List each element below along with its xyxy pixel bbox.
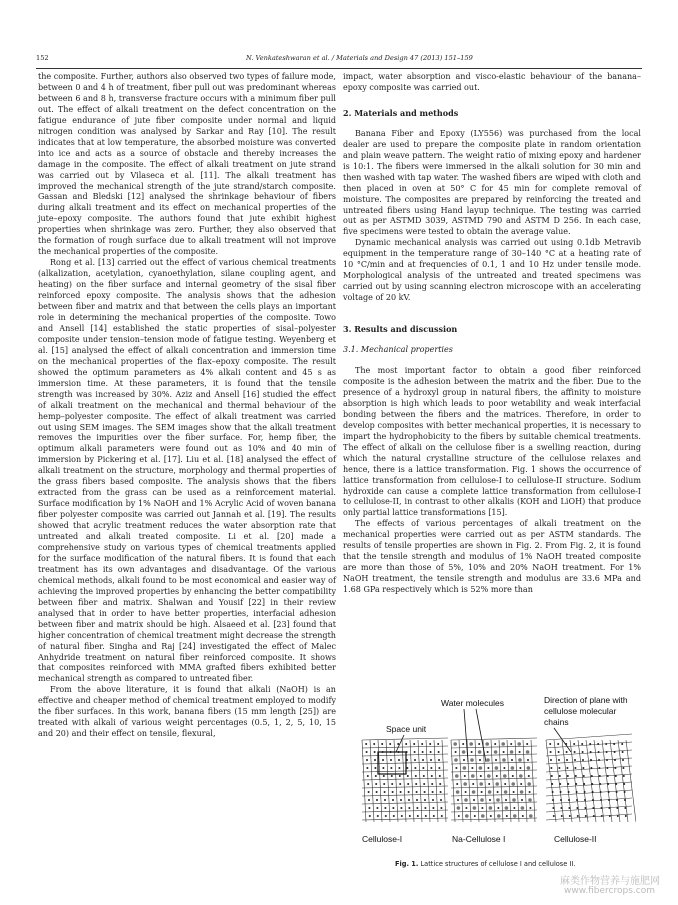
header-rule [36,68,642,69]
space-unit-pointer [396,735,404,752]
direction-label-line2: cellulose molecular [544,706,617,716]
running-header [36,54,636,66]
na-cellulose-label: Na-Cellulose I [452,834,506,844]
cellulose-ii-label: Cellulose-II [554,834,597,844]
running-title: N. Venkateshwaran et al. / Materials and Design 47 (2013) 151–159 [246,54,473,62]
figure-caption-text: Lattice structures of cellulose I and cellulose II. [420,860,576,868]
figure-caption-label: Fig. 1. [395,860,419,868]
lattice-structure-diagram [356,692,636,852]
body-paragraph: From the above literature, it is found that alkali (NaOH) is an effective and cheaper method of chemical treatment employed to modify the fiber surfaces. In this work, banana fibers (15 mm length [25]) are treated with alkali of various weight percentages (0.5, 1, 2, 5, 10, 15 and 20) and their effect on tensile, flexural, [38,685,336,739]
body-paragraph: The effects of various percentages of alkali treatment on the mechanical properties were carried out as per ASTM standards. The results of tensile properties are shown in Fig. 2. From Fig. 2, it is found that the tensile strength and modulus of 1% NaOH treated composite are more than those of 5%, 10% and 20% NaOH treatment. For 1% NaOH treatment, the tensile strength and modulus are 33.6 MPa and 1.68 GPa respectively which is 52% more than [343,519,641,595]
watermark-line1: 麻类作物营养与施肥网 [560,876,660,887]
page-number: 152 [36,54,49,62]
right-column [343,72,641,596]
left-column [38,72,336,740]
body-paragraph: Banana Fiber and Epoxy (LY556) was purchased from the local dealer are used to prepare the composite plate in random orientation and plain weave pattern. The weight ratio of mixing epoxy and hardener is 10:1. The fibers were immersed in the alkali solution for 30 min and then washed with tap water. The washed fibers are wiped with cloth and then placed in oven at 50° C for 45 min for complete removal of moisture. The composites are prepared by reinforcing the treated and untreated fibers using Hand layup technique. The testing was carried out as per ASTMD 3039, ASTMD 790 and ASTM D 256. In each case, five specimens were tested to obtain the average value. [343,128,641,237]
lattice-grids [362,734,636,822]
body-paragraph: the composite. Further, authors also observed two types of failure mode, between 0 and 4 h of treatment, fiber pull out was predominant whereas between 6 and 8 h, transverse fracture occurs with a minimum fiber pull out. The effect of alkali treatment on the defect concentration on the fatigue endurance of jute fiber composite under normal and liquid nitrogen condition was analysed by Sarkar and Ray [10]. The result indicates that at low temperature, the absorbed moisture was converted into ice and acts as a source of obstacle and thereby increases the damage in the composite. The effect of alkali treatment on jute strand was carried out by Vilaseca et al. [11]. The alkali treatment has improved the mechanical strength of the jute strand/starch composite. Gassan and Bledski [12] analysed the shrinkage behaviour of fibers during alkali treatment and its effect on mechanical properties of the jute–epoxy composite. The authors found that jute exhibit highest properties when shrinkage was zero. Further, they also observed that the formation of rough surface due to alkali treatment will not improve the mechanical properties of the composite. [38,72,336,257]
section-heading: 2. Materials and methods [343,107,459,118]
section-heading: 3. Results and discussion [343,324,458,335]
direction-pointer [554,728,571,752]
body-paragraph: Dynamic mechanical analysis was carried out using 0.1db Metravib equipment in the temperature range of 30–140 °C at a heating rate of 10 °C/min and at frequencies of 0.1, 1 and 10 Hz under tensile mode. Morphological analysis of the untreated and treated specimens was carried out by using scanning electron microscope with an accelerating voltage of 20 kV. [343,238,641,303]
watermark-line2: www.fibercrops.com [564,886,655,896]
cellulose-i-label: Cellulose-I [362,834,403,844]
figure-1 [356,692,636,852]
water-pointer [464,709,468,762]
body-paragraph: The most important factor to obtain a good fiber reinforced composite is the adhesion between the matrix and the fiber. Due to the presence of a hydroxyl group in natural fibers, the affinity to moisture absorption is high which leads to poor wetability and weak interfacial bonding between the fibers and the matrices. Therefore, in order to develop composites with better mechanical properties, it is necessary to impart the hydrophobicity to the fibers by suitable chemical treatments. The effect of alkali on the cellulose fiber is a swelling reaction, during which the natural crystalline structure of the cellulose relaxes and hence, there is a lattice transformation. Fig. 1 shows the occurrence of lattice transformation from cellulose-I to cellulose-II structure. Sodium hydroxide can cause a complete lattice transformation from cellulose-I to cellulose-II, in contrast to other alkalis (KOH and LiOH) that produce only partial lattice transformations [15]. [343,366,641,518]
body-paragraph: impact, water absorption and visco-elastic behaviour of the banana–epoxy composite was carried out. [343,72,641,92]
water-molecules-label: Water molecules [441,698,504,708]
water-pointer [476,709,486,762]
subsection-heading: 3.1. Mechanical properties [343,345,453,355]
direction-label-line3: chains [544,717,569,727]
space-unit-label: Space unit [386,724,427,734]
direction-label-line1: Direction of plane with [544,695,628,705]
figure-caption [395,860,575,868]
body-paragraph: Rong et al. [13] carried out the effect of various chemical treatments (alkalization, acetylation, cyanoethylation, silane coupling agent, and heating) on the fiber surface and internal geometry of the sisal fiber reinforced epoxy composite. The analysis shows that the adhesion between fiber and matrix and that between the cells plays an important role in determining the mechanical properties of the composite. Towo and Ansell [14] established the static properties of sisal–polyester composite under tension–tension mode of fatigue testing. Weyenberg et al. [15] analysed the effect of alkali concentration and immersion time on the mechanical properties of the flax–epoxy composite. The result showed the optimum parameters as 4% alkali content and 45 s as immersion time. At these parameters, it is found that the tensile strength was increased by 30%. Aziz and Ansell [16] studied the effect of alkali treatment on the mechanical and thermal behaviour of the hemp–polyester composite. The effect of alkali treatment was carried out using SEM images. The SEM images show that the alkali treatment removes the impurities over the fiber surface. For, hemp fiber, the optimum alkali parameters were found out as 10% and 40 min of immersion by Pickering et al. [17]. Liu et al. [18] analysed the effect of alkali treatment on the structure, morphology and thermal properties of the grass fibers based composite. The analysis shows that the fibers extracted from the grass can be used as a reinforcement material. Surface modification by 1% NaOH and 1% Acrylic Acid of woven banana fiber polyester composite was carried out Jannah et al. [19]. The results showed that acrylic treatment reduces the water absorption rate that untreated and alkali treated composite. Li et al. [20] made a comprehensive study on various types of chemical treatments applied for the surface modification of the natural fibers. It is found that each treatment has its own advantages and disadvantage. Of the various chemical methods, alkali found to be most economical and easier way of achieving the improved properties by enhancing the better compatibility between fiber and matrix. Shalwan and Yousif [22] in their review analysed that in order to have better properties, interfacial adhesion between fiber and matrix should be high. Alsaeed et al. [23] found that higher concentration of chemical treatment might decrease the strength of natural fiber. Singha and Raj [24] investigated the effect of Malec Anhydride treatment on natural fiber reinforced composite. It shows that composites reinforced with MMA grafted fibers exhibited better mechanical strength as compared to untreated fiber. [38,258,336,684]
